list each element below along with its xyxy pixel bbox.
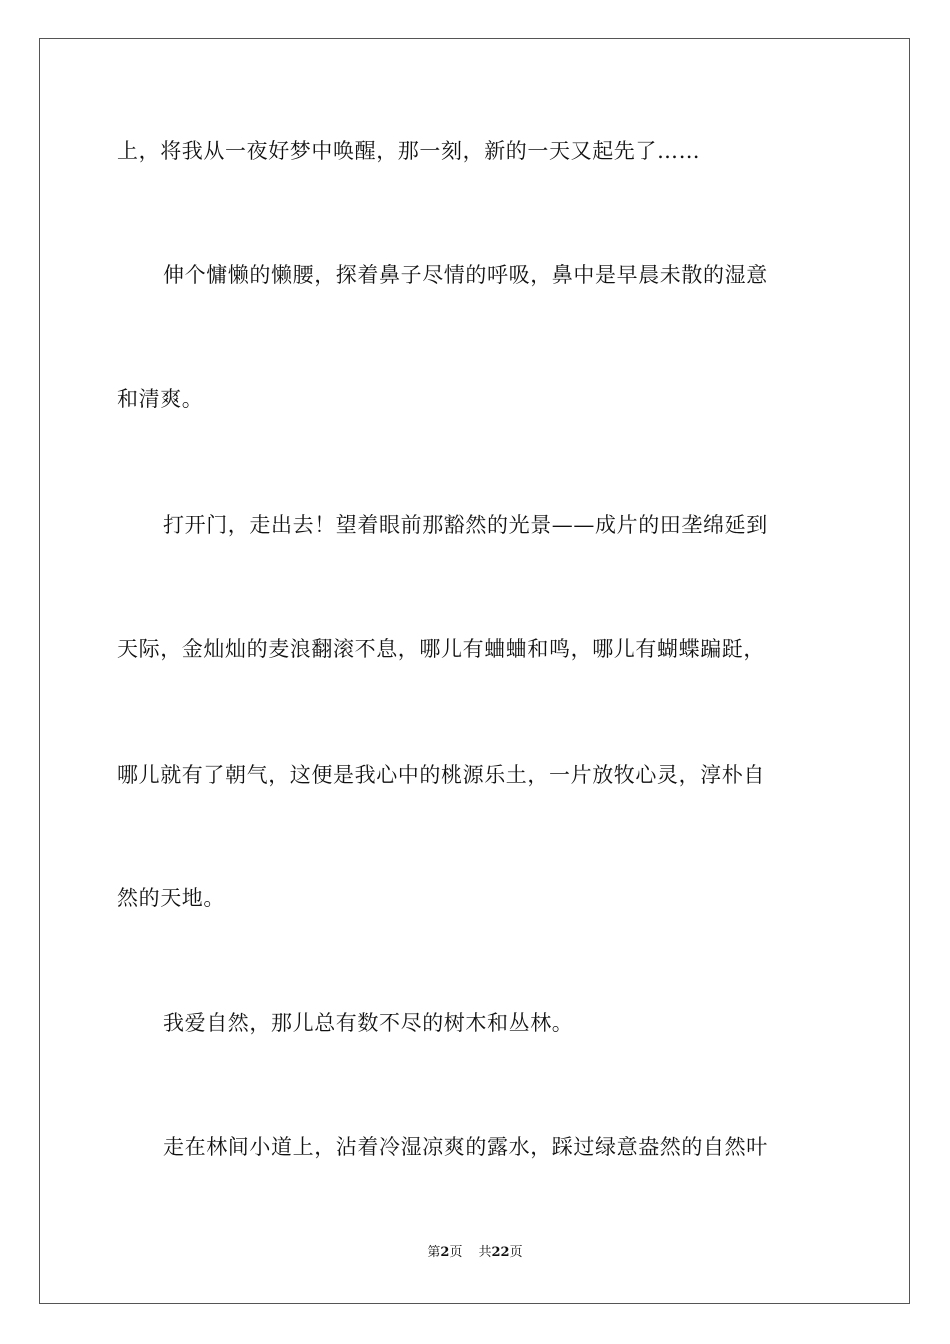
- text-line: 伸个慵懒的懒腰，探着鼻子尽情的呼吸，鼻中是早晨未散的湿意: [163, 263, 768, 287]
- text-line: 上，将我从一夜好梦中唤醒，那一刻，新的一天又起先了……: [117, 139, 701, 163]
- text-line: 然的天地。: [117, 886, 225, 910]
- page-border: [39, 38, 910, 1304]
- text-line: 打开门，走出去！望着眼前那豁然的光景——成片的田垄绵延到: [163, 513, 768, 537]
- page-prefix: 第: [427, 1245, 441, 1260]
- text-line: 天际，金灿灿的麦浪翻滚不息，哪儿有蛐蛐和鸣，哪儿有蝴蝶蹁跹，: [117, 637, 765, 661]
- text-line: 和清爽。: [117, 387, 204, 411]
- text-line: 哪儿就有了朝气，这便是我心中的桃源乐土，一片放牧心灵，淳朴自: [117, 763, 765, 787]
- total-prefix: 共: [478, 1245, 492, 1260]
- text-line: 我爱自然，那儿总有数不尽的树木和丛林。: [163, 1011, 574, 1035]
- page-footer: [0, 1245, 950, 1261]
- page-number: 2: [440, 1245, 450, 1260]
- page-suffix: 页: [449, 1245, 463, 1260]
- total-suffix: 页: [509, 1245, 523, 1260]
- total-pages: 22: [491, 1245, 510, 1260]
- text-line: 走在林间小道上，沾着冷湿凉爽的露水，踩过绿意盎然的自然叶: [163, 1135, 768, 1159]
